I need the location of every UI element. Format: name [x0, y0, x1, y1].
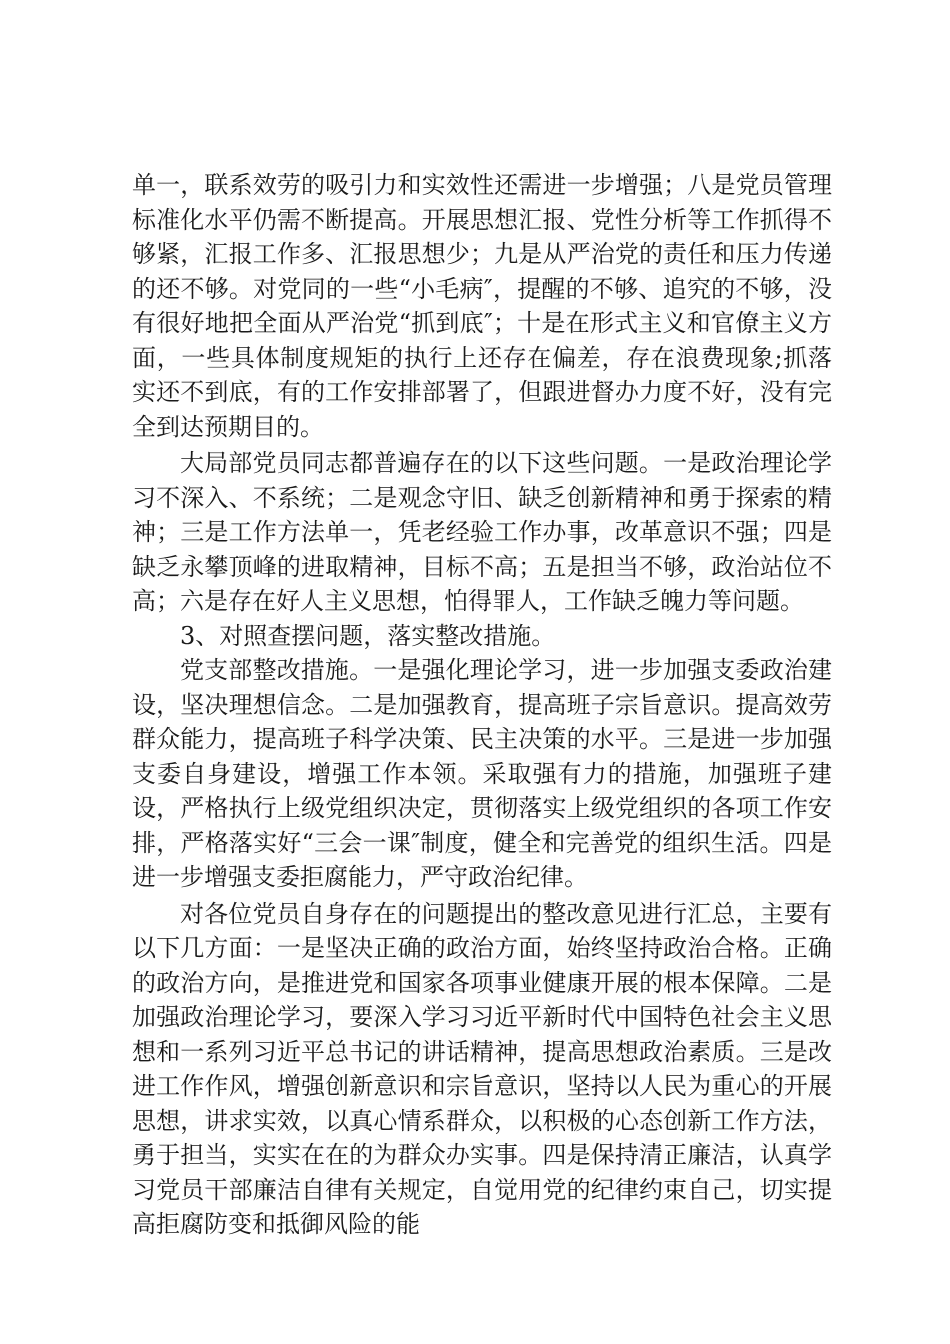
section-heading: 3、对照查摆问题，落实整改措施。 [180, 621, 556, 650]
document-page [132, 168, 832, 1242]
paragraph-3: 党支部整改措施。一是强化理论学习，进一步加强支委政治建设，坚决理想信念。二是加强教育，提高班子宗旨意识。提高效劳群众能力，提高班子科学决策、民主决策的水平。三是进一步加强支委自身建设，增强工作本领。采取强有力的措施，加强班子建设，严格执行上级党组织决定，贯彻落实上级党组织的各项工作安排，严格落实好“三会一课″制度，健全和完善党的组织生活。四是进一步增强支委拒腐能力，严守政治纪律。 [132, 656, 832, 891]
paragraph-2: 大局部党员同志都普遍存在的以下这些问题。一是政治理论学习不深入、不系统；二是观念守旧、缺乏创新精神和勇于探索的精神；三是工作方法单一，凭老经验工作办事，改革意识不强；四是缺乏永攀顶峰的进取精神，目标不高；五是担当不够，政治站位不高；六是存在好人主义思想，怕得罪人，工作缺乏魄力等问题。 [132, 449, 832, 615]
paragraph-1: 单一，联系效劳的吸引力和实效性还需进一步增强；八是党员管理标准化水平仍需不断提高。开展思想汇报、党性分析等工作抓得不够紧，汇报工作多、汇报思想少；九是从严治党的责任和压力传递的还不够。对党同的一些“小毛病″，提醒的不够、追究的不够，没有很好地把全面从严治党“抓到底″；十是在形式主义和官僚主义方面，一些具体制度规矩的执行上还存在偏差，存在浪费现象;抓落实还不到底，有的工作安排部署了，但跟进督办力度不好，没有完全到达预期目的。 [132, 171, 832, 441]
paragraph-4: 对各位党员自身存在的问题提出的整改意见进行汇总，主要有以下几方面：一是坚决正确的政治方面，始终坚持政治合格。正确的政治方向，是推进党和国家各项事业健康开展的根本保障。二是加强政治理论学习，要深入学习习近平新时代中国特色社会主义思想和一系列习近平总书记的讲话精神，提高思想政治素质。三是改进工作作风，增强创新意识和宗旨意识，坚持以人民为重心的开展思想，讲求实效，以真心情系群众，以积极的心态创新工作方法，勇于担当，实实在在的为群众办实事。四是保持清正廉洁，认真学习党员干部廉洁自律有关规定，自觉用党的纪律约束自己，切实提高拒腐防变和抵御风险的能 [132, 899, 832, 1238]
